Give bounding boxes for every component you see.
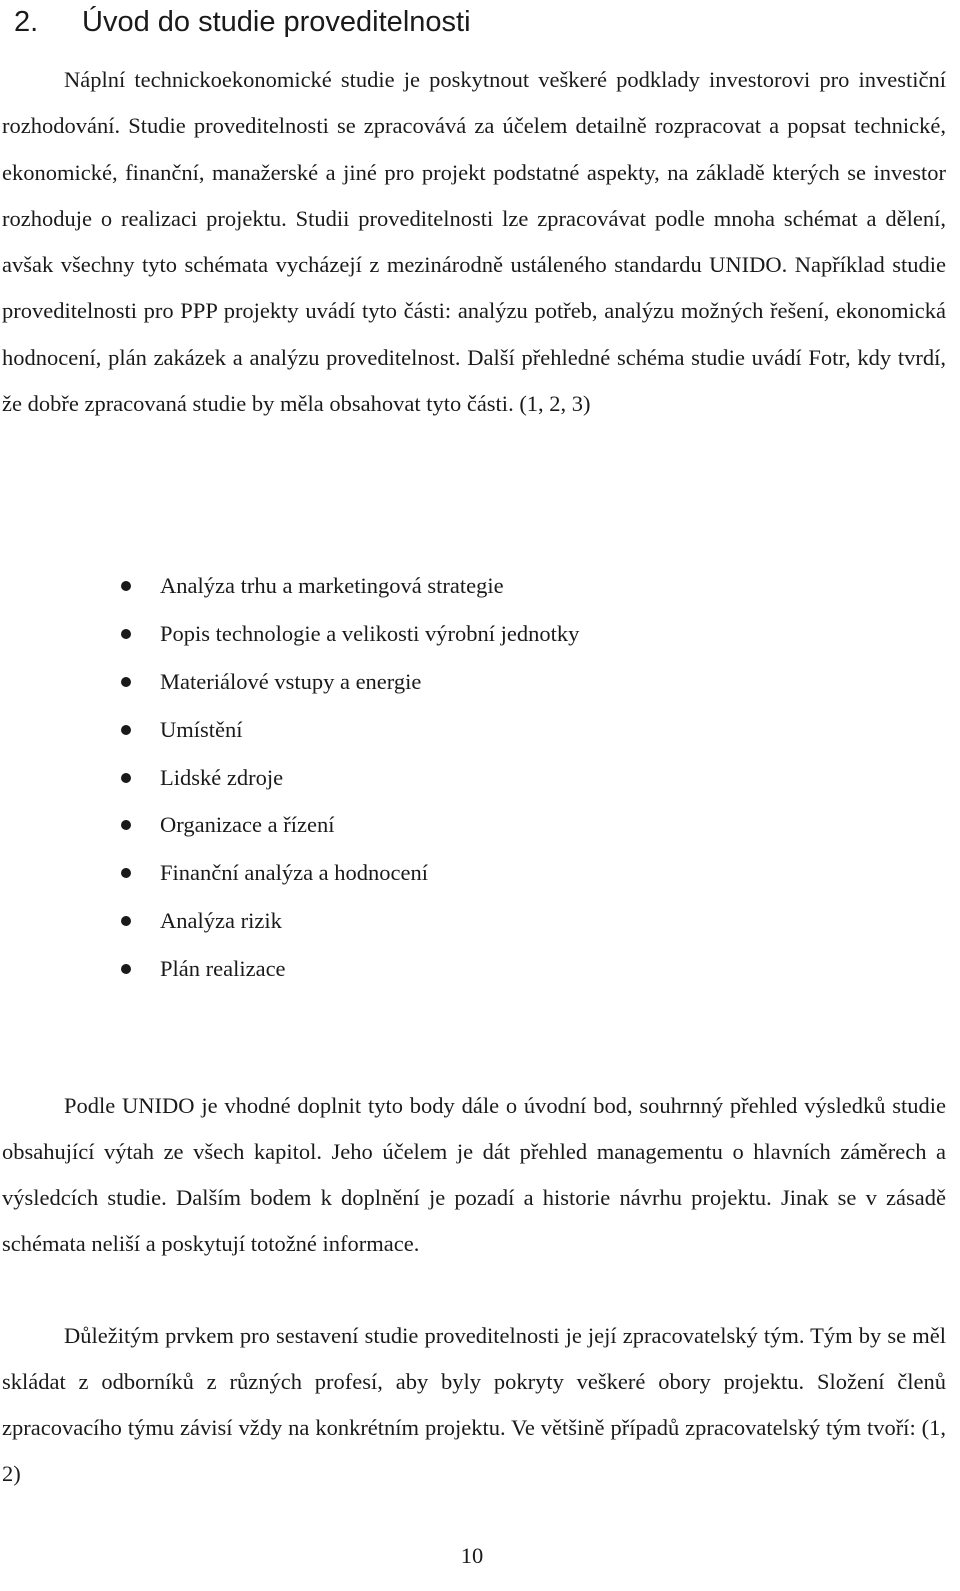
bullet-icon (121, 725, 131, 735)
bullet-icon (121, 868, 131, 878)
section-title: Úvod do studie proveditelnosti (82, 6, 471, 38)
list-item-text: Umístění (160, 716, 243, 742)
list-item-text: Popis technologie a velikosti výrobní jednotky (160, 620, 580, 646)
bullet-icon (121, 677, 131, 687)
list-item-text: Plán realizace (160, 956, 286, 982)
page-number: 10 (460, 1543, 484, 1568)
list-item (0, 754, 579, 802)
bullet-icon (121, 964, 131, 974)
list-item (0, 849, 579, 897)
bullet-icon (121, 629, 131, 639)
list-item (0, 706, 579, 754)
bullet-icon (121, 916, 131, 926)
bullet-icon (121, 820, 131, 830)
list-item (0, 801, 579, 849)
list-item-text: Analýza trhu a marketingová strategie (160, 573, 504, 598)
list-item (0, 897, 579, 945)
list-item-text: Analýza rizik (160, 908, 282, 934)
list-item-text: Organizace a řízení (160, 812, 335, 838)
study-parts-list (0, 562, 579, 993)
list-item (0, 658, 579, 706)
list-item-text: Materiálové vstupy a energie (160, 668, 422, 694)
list-item-text: Lidské zdroje (160, 764, 284, 790)
list-item (0, 945, 579, 993)
list-item-text: Finanční analýza a hodnocení (160, 860, 429, 886)
list-item (0, 610, 579, 658)
bullet-icon (121, 581, 131, 591)
section-number: 2. (14, 6, 39, 38)
list-item (0, 562, 579, 610)
section-heading (14, 4, 471, 40)
team-paragraph: Důležitým prvkem pro sestavení studie proveditelnosti je její zpracovatelský tým. Tým by se měl skládat z odborníků z různých profesí, aby byly pokryty veškeré obory projektu. Složení členů zpracovacího týmu závisí vždy na konkrétním projektu. Ve většině případů zpracovatelský tým tvoří: (1, 2) (2, 1323, 946, 1486)
bullet-icon (121, 773, 131, 783)
unido-paragraph: Podle UNIDO je vhodné doplnit tyto body dále o úvodní bod, souhrnný přehled výsledků studie obsahující výtah ze všech kapitol. Jeho účelem je dát přehled managementu o hlavních záměrech a výsledcích studie. Dalším bodem k doplnění je pozadí a historie návrhu projektu. Jinak se v zásadě schémata neliší a poskytují totožné informace. (2, 1093, 946, 1256)
intro-paragraph: Náplní technickoekonomické studie je poskytnout veškeré podklady investorovi pro investiční rozhodování. Studie proveditelnosti se zpracovává za účelem detailně rozpracovat a popsat technické, ekonomické, finanční, manažerské a jiné pro projekt podstatné aspekty, na základě kterých se investor rozhoduje o realizaci projektu. Studii proveditelnosti lze zpracovávat podle mnoha schémat a dělení, avšak všechny tyto schémata vycházejí z mezinárodně ustáleného standardu UNIDO. Například studie proveditelnosti pro PPP projekty uvádí tyto části: analýzu potřeb, analýzu možných řešení, ekonomická hodnocení, plán zakázek a analýzu proveditelnost. Další přehledné schéma studie uvádí Fotr, kdy tvrdí, že dobře zpracovaná studie by měla obsahovat tyto části. (1, 2, 3) (2, 67, 946, 417)
